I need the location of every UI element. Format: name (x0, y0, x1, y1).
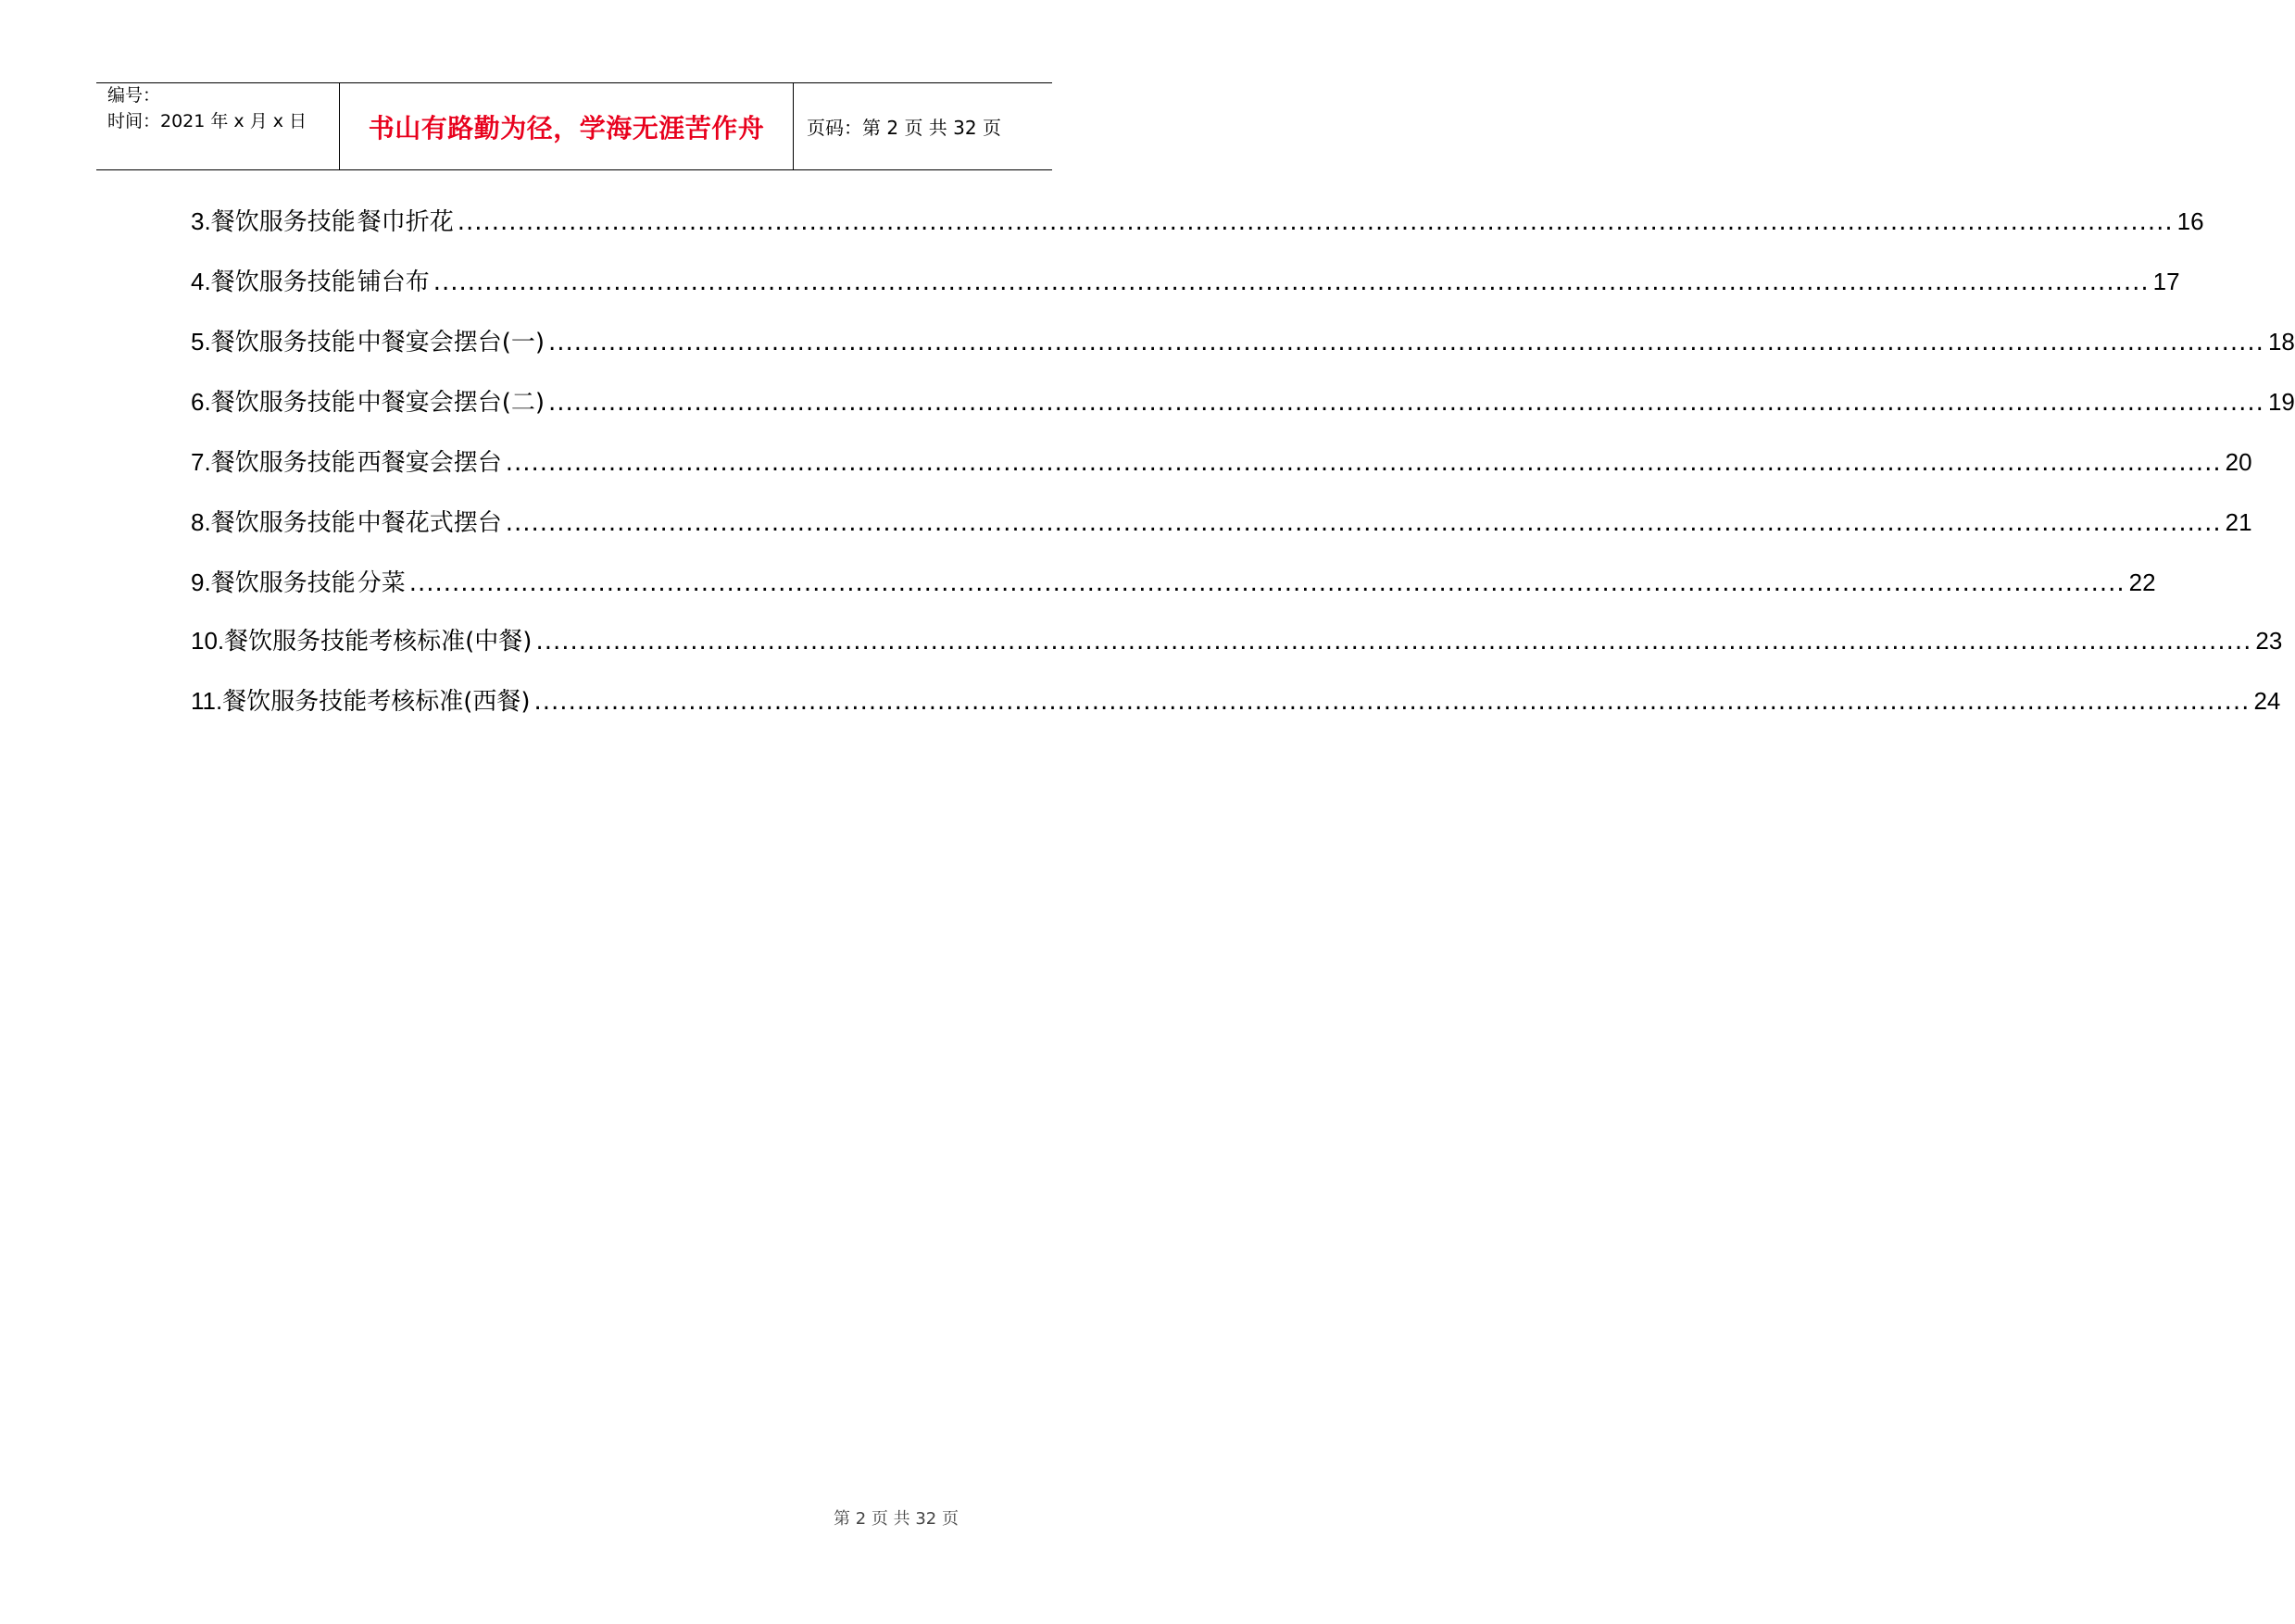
table-of-contents (191, 204, 2295, 745)
toc-entry-page-number: 18 (2267, 328, 2295, 356)
header-motto-cell (340, 83, 794, 169)
toc-entry-dot-leader: ........................................................................................................................................................................................................ (533, 688, 2251, 716)
header-meta-cell (96, 83, 340, 169)
toc-entry-dot-leader: ........................................................................................................................................................................................................ (505, 509, 2222, 537)
toc-entry-title: 铺台布 (357, 269, 430, 296)
header-page-code: 页码：第 2 页 共 32 页 (807, 117, 1001, 139)
toc-entry-page-number: 21 (2225, 508, 2252, 536)
toc-entry-label: 餐饮服务技能 (210, 509, 356, 537)
toc-entry-number: 3. (191, 207, 211, 235)
toc-entry-page-number: 23 (2255, 627, 2283, 655)
toc-entry-label: 餐饮服务技能考核标准(中餐) (224, 628, 533, 656)
toc-entry-label: 餐饮服务技能 (210, 208, 356, 236)
toc-entry-number: 9. (191, 568, 211, 596)
toc-entry[interactable] (191, 565, 2156, 625)
toc-entry-title: 西餐宴会摆台 (357, 449, 502, 477)
toc-entry-label: 餐饮服务技能 (210, 449, 356, 477)
toc-entry-title: 餐巾折花 (357, 208, 454, 236)
toc-entry-dot-leader: ........................................................................................................................................................................................................ (548, 329, 2264, 356)
toc-entry-page-number: 19 (2267, 388, 2295, 416)
toc-entry-number: 6. (191, 388, 211, 416)
toc-entry-number: 4. (191, 268, 211, 295)
toc-entry-dot-leader: ........................................................................................................................................................................................................ (535, 628, 2252, 656)
document-time-label: 时间：2021 年 x 月 x 日 (107, 111, 307, 131)
header-motto: 书山有路勤为径，学海无涯苦作舟 (368, 112, 765, 144)
toc-entry-dot-leader: ........................................................................................................................................................................................................ (457, 208, 2174, 236)
toc-entry-page-number: 22 (2128, 568, 2156, 596)
toc-entry[interactable] (191, 625, 2283, 685)
toc-entry[interactable] (191, 264, 2180, 324)
toc-entry-number: 10. (191, 627, 225, 655)
toc-entry-page-number: 24 (2253, 687, 2281, 715)
toc-entry[interactable] (191, 204, 2204, 264)
toc-entry[interactable] (191, 324, 2295, 384)
page-header (96, 82, 1052, 170)
toc-entry-page-number: 16 (2176, 207, 2204, 235)
toc-entry-number: 11. (191, 687, 223, 715)
toc-entry-label: 餐饮服务技能 (210, 569, 356, 597)
toc-entry-page-number: 20 (2225, 448, 2252, 476)
page-footer: 第 2 页 共 32 页 (834, 1509, 959, 1529)
toc-entry-label: 餐饮服务技能 (210, 269, 356, 296)
toc-entry-dot-leader: ........................................................................................................................................................................................................ (433, 269, 2150, 296)
toc-entry-title: 中餐宴会摆台(一) (357, 329, 545, 356)
toc-entry-number: 7. (191, 448, 211, 476)
toc-entry-page-number: 17 (2152, 268, 2180, 295)
toc-entry-label: 餐饮服务技能 (210, 329, 356, 356)
toc-entry-number: 8. (191, 508, 211, 536)
toc-entry-dot-leader: ........................................................................................................................................................................................................ (548, 389, 2264, 417)
toc-entry-label: 餐饮服务技能 (210, 389, 356, 417)
toc-entry-dot-leader: ........................................................................................................................................................................................................ (408, 569, 2126, 597)
toc-entry-title: 中餐宴会摆台(二) (357, 389, 545, 417)
toc-entry[interactable] (191, 685, 2281, 745)
toc-entry-dot-leader: ........................................................................................................................................................................................................ (505, 449, 2222, 477)
toc-entry-number: 5. (191, 328, 211, 356)
toc-entry-title: 中餐花式摆台 (357, 509, 502, 537)
toc-entry-label: 餐饮服务技能考核标准(西餐) (222, 688, 531, 716)
toc-entry[interactable] (191, 384, 2295, 444)
document-number-label: 编号： (107, 85, 161, 106)
toc-entry-title: 分菜 (357, 569, 406, 597)
toc-entry[interactable] (191, 505, 2252, 565)
toc-entry[interactable] (191, 444, 2252, 505)
header-page-cell (794, 83, 1052, 169)
